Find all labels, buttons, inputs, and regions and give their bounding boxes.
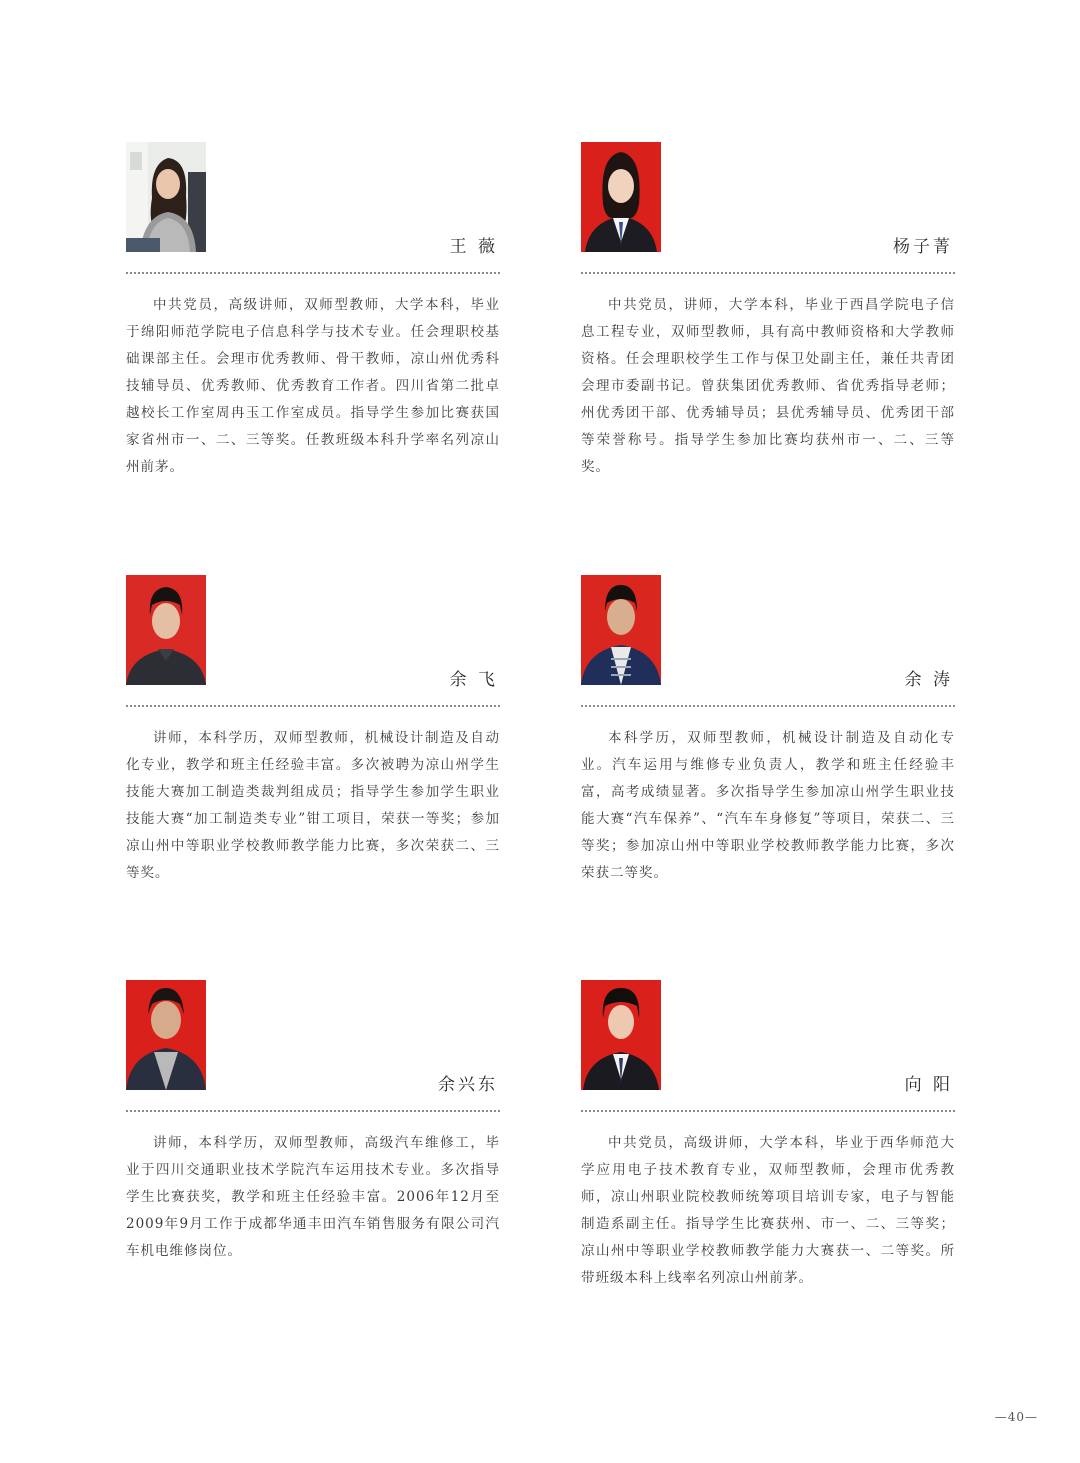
dotted-divider (126, 272, 500, 274)
portrait-photo (126, 980, 206, 1090)
teacher-name: 王 薇 (449, 237, 498, 257)
teacher-name: 余兴东 (438, 1075, 498, 1095)
teacher-name: 余 飞 (449, 670, 498, 690)
dotted-divider (581, 1110, 955, 1112)
teacher-name: 余 涛 (904, 670, 953, 690)
portrait-image (126, 980, 206, 1090)
teacher-bio: 讲师，本科学历，双师型教师，高级汽车维修工，毕业于四川交通职业技术学院汽车运用技术专业。多次指导学生比赛获奖，教学和班主任经验丰富。2006年12月至2009年9月工作于成都华通丰田汽车销售服务有限公司汽车机电维修岗位。 (126, 1135, 500, 1259)
portrait-image (581, 142, 661, 252)
teacher-bio: 讲师，本科学历，双师型教师，机械设计制造及自动化专业，教学和班主任经验丰富。多次被聘为凉山州学生技能大赛加工制造类裁判组成员；指导学生参加学生职业技能大赛“加工制造类专业”钳工项目，荣获一等奖；参加凉山州中等职业学校教师教学能力比赛，多次荣获二、三等奖。 (126, 730, 500, 881)
dotted-divider (126, 705, 500, 707)
portrait-image (126, 142, 206, 252)
dotted-divider (126, 1110, 500, 1112)
dotted-divider (581, 272, 955, 274)
portrait-image (581, 575, 661, 685)
teacher-bio: 中共党员，讲师，大学本科，毕业于西昌学院电子信息工程专业，双师型教师，具有高中教师资格和大学教师资格。任会理职校学生工作与保卫处副主任，兼任共青团会理市委副书记。曾获集团优秀教师、省优秀指导老师；州优秀团干部、优秀辅导员；县优秀辅导员、优秀团干部等荣誉称号。指导学生参加比赛均获州市一、二、三等奖。 (581, 297, 955, 475)
teacher-bio: 中共党员，高级讲师，大学本科，毕业于西华师范大学应用电子技术教育专业，双师型教师，会理市优秀教师，凉山州职业院校教师统筹项目培训专家，电子与智能制造系副主任。指导学生比赛获州、市一、二、三等奖；凉山州中等职业学校教师教学能力大赛获一、二等奖。所带班级本科上线率名列凉山州前茅。 (581, 1135, 955, 1286)
portrait-image (581, 980, 661, 1090)
portrait-photo (126, 142, 206, 252)
dotted-divider (581, 705, 955, 707)
teacher-name: 杨子菁 (893, 237, 953, 257)
teacher-name: 向 阳 (904, 1075, 953, 1095)
portrait-photo (581, 980, 661, 1090)
portrait-photo (581, 142, 661, 252)
portrait-photo (581, 575, 661, 685)
teacher-bio: 中共党员，高级讲师，双师型教师，大学本科，毕业于绵阳师范学院电子信息科学与技术专业。任会理职校基础课部主任。会理市优秀教师、骨干教师，凉山州优秀科技辅导员、优秀教师、优秀教育工作者。四川省第二批卓越校长工作室周冉玉工作室成员。指导学生参加比赛获国家省州市一、二、三等奖。任教班级本科升学率名列凉山州前茅。 (126, 297, 500, 475)
page-number: —40— (994, 1410, 1038, 1424)
teacher-bio: 本科学历，双师型教师，机械设计制造及自动化专业。汽车运用与维修专业负责人，教学和班主任经验丰富，高考成绩显著。多次指导学生参加凉山州学生职业技能大赛“汽车保养”、“汽车车身修复”等项目，荣获二、三等奖；参加凉山州中等职业学校教师教学能力比赛，多次荣获二等奖。 (581, 730, 955, 881)
portrait-image (126, 575, 206, 685)
portrait-photo (126, 575, 206, 685)
